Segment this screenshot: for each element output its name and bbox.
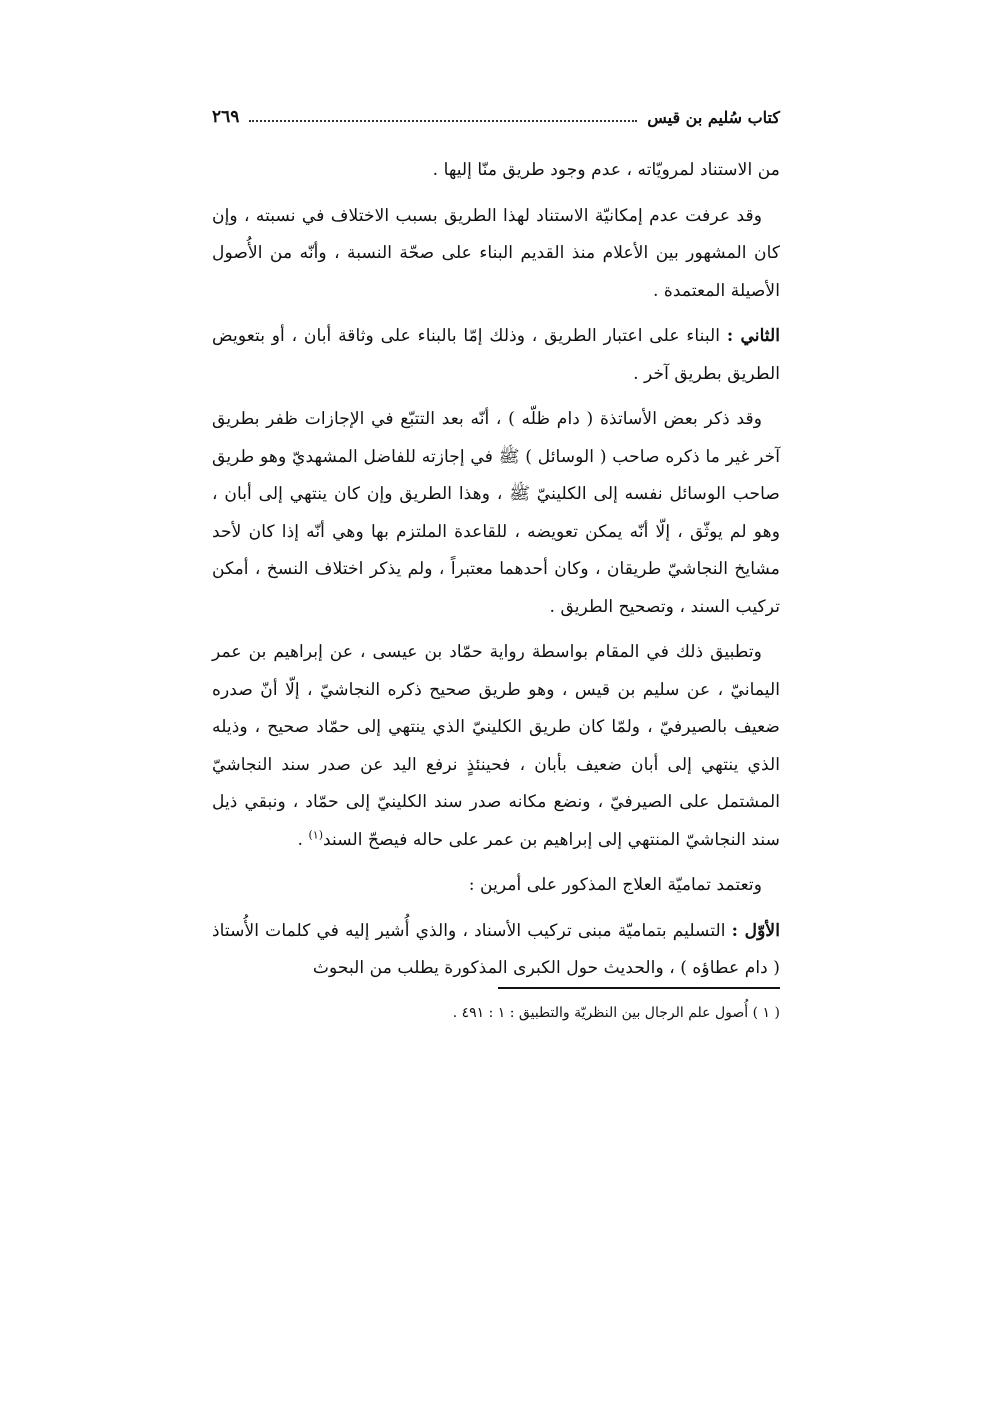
paragraph-text: وتطبيق ذلك في المقام بواسطة رواية حمّاد بن عيسى ، عن إبراهيم بن عمر اليمانيّ ، عن سليم بن قيس ، وهو طريق صحيح ذكره النجاشيّ ، إلّا أنّ صدره ضعيف بالصيرفيّ ، ولمّا كان طريق الكلينيّ الذي ينتهي إلى حمّاد صحيح ، وذيله الذي ينتهي إلى أبان ضعيف بأبان ، فحينئذٍ نرفع اليد عن صدر سند النجاشيّ المشتمل على الصيرفيّ ، ونضع مكانه صدر سند الكلينيّ إلى حمّاد ، ونبقي ذيل سند النجاشيّ المنتهي إلى إبراهيم بن عمر على حاله فيصحّ السند <box>212 642 780 850</box>
paragraph-text: التسليم بتماميّة مبنى تركيب الأسناد ، والذي أُشير إليه في كلمات الأُستاذ ( دام عطاؤه ) ، والحديث حول الكبرى المذكورة يطلب من البحوث <box>212 920 780 978</box>
page-number: ٢٦٩ <box>212 107 240 127</box>
paragraph-5 <box>212 634 780 859</box>
paragraph-text: البناء على اعتبار الطريق ، وذلك إمّا بالبناء على وثاقة أبان ، أو بتعويض الطريق بطريق آخر . <box>212 326 780 384</box>
paragraph-2 <box>212 198 780 311</box>
paragraph-text: وتعتمد تماميّة العلاج المذكور على أمرين : <box>468 875 762 895</box>
footnote-marker: ( ١ ) <box>752 1005 780 1021</box>
book-page <box>212 0 780 1403</box>
book-title: كتاب سُليم بن قيس <box>647 107 780 127</box>
paragraph-3 <box>212 318 780 393</box>
dotted-leader <box>249 120 637 122</box>
body-text <box>212 152 780 996</box>
footnote-text: أُصول علم الرجال بين النظريّة والتطبيق : ١ : ٤٩١ . <box>452 1005 749 1021</box>
running-header <box>212 100 780 134</box>
paragraph-tail: . <box>297 829 309 850</box>
footnote-reference[interactable]: (١) <box>308 827 323 841</box>
footnote-separator <box>498 987 780 989</box>
paragraph-text: وقد عرفت عدم إمكانيّة الاستناد لهذا الطريق بسبب الاختلاف في نسبته ، وإن كان المشهور بين الأعلام منذ القديم البناء على صحّة النسبة ، وأنّه من الأُصول الأصيلة المعتمدة . <box>212 205 780 301</box>
paragraph-6 <box>212 867 780 905</box>
paragraph-1 <box>212 152 780 190</box>
paragraph-text: من الاستناد لمرويّاته ، عدم وجود طريق منّا إليها . <box>432 160 780 180</box>
paragraph-lead-term: الثاني : <box>726 326 781 346</box>
paragraph-text: وقد ذكر بعض الأساتذة ( دام ظلّه ) ، أنّه بعد التتبّع في الإجازات ظفر بطريق آخر غير ما ذكره صاحب ( الوسائل ) ﷺ في إجازته للفاضل المشهديّ وهو طريق صاحب الوسائل نفسه إلى الكلينيّ ﷺ ، وهذا الطريق وإن كان ينتهي إلى أبان ، وهو لم يوثّق ، إلّا أنّه يمكن تعويضه ، للقاعدة الملتزم بها وهي أنّه إذا كان لأحد مشايخ النجاشيّ طريقان ، وكان أحدهما معتبراً ، ولم يذكر اختلاف النسخ ، أمكن تركيب السند ، وتصحيح الطريق . <box>212 409 780 617</box>
paragraph-7 <box>212 913 780 988</box>
paragraph-lead-term: الأوّل : <box>731 920 780 941</box>
footnote <box>212 1000 780 1026</box>
paragraph-4 <box>212 401 780 626</box>
